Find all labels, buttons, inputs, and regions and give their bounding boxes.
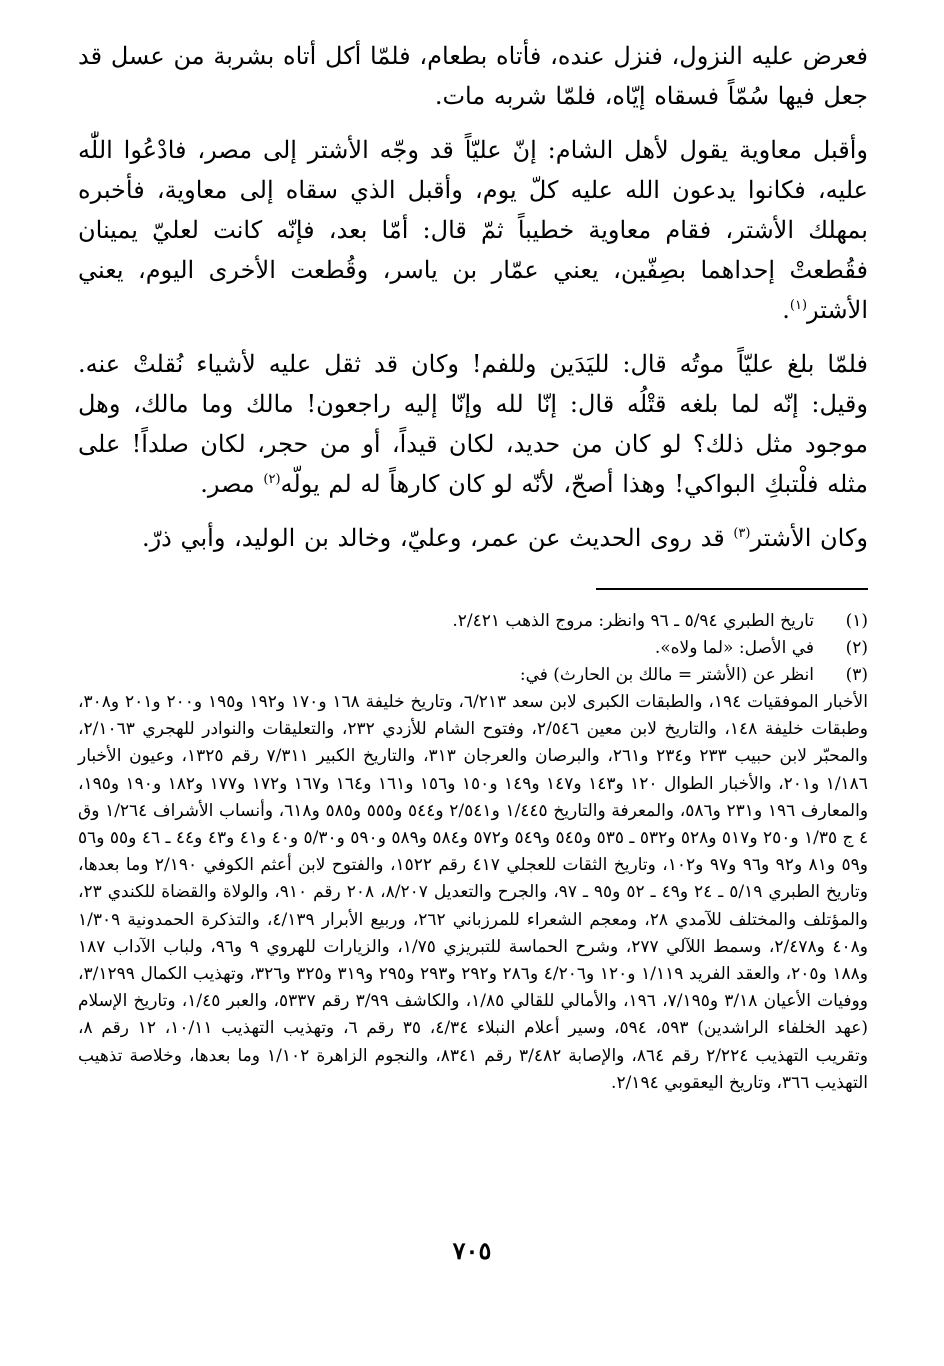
- footnote-reference-3: (٣): [733, 526, 751, 541]
- footnote-number: (٢): [845, 638, 868, 658]
- footnote-text: في الأصل: «لما ولاه».: [654, 638, 814, 658]
- book-page: [78, 36, 868, 1366]
- footnote-3: [78, 662, 868, 689]
- footnote-2: [78, 635, 868, 662]
- footnote-number: (٣): [845, 665, 868, 685]
- body-paragraph-3: [78, 344, 868, 504]
- footnote-text: تاريخ الطبري ٥/٩٤ ـ ٩٦ وانظر: مروج الذهب ٢/٤٢١.: [452, 611, 814, 631]
- paragraph-end: قد روى الحديث عن عمر، وعليّ، وخالد بن الوليد، وأبي ذرّ.: [141, 524, 734, 552]
- body-paragraph-2: [78, 130, 868, 330]
- footnote-3-sources: الأخبار الموفقيات ١٩٤، والطبقات الكبرى لابن سعد ٦/٢١٣، وتاريخ خليفة ١٦٨ و١٧٠ و١٩٢ و١٩٥ و٢٠٠ و٢٠١ و٣٠٨، وطبقات خليفة ١٤٨، والتاريخ لابن معين ٢/٥٤٦، وفتوح الشام للأزدي ٢٣٢، والتعليقات والنوادر للهجري ٢/١٠٦٣، والمحبّر لابن حبيب ٢٣٣ و٢٣٤ و٢٦١، والبرصان والعرجان ٣١٣، والتاريخ الكبير ٧/٣١١ رقم ١٣٢٥، وعيون الأخبار ١/١٨٦ و٢٠١، والأخبار الطوال ١٢٠ و١٤٣ و١٤٧ و١٤٩ و١٥٠ و١٥٦ و١٦١ و١٦٤ و١٦٧ و١٧٢ و١٧٧ و١٨٢ و١٩٠ و١٩٥، والمعارف ١٩٦ و٢٣١ و٥٨٦، والمعرفة والتاريخ ١/٤٤٥ و٢/٥٤١ و٥٤٤ و٥٥٥ و٥٨٥ و٦١٨، وأنساب الأشراف ١/٢٦٤ وق ٤ ج ١/٣٥ و٢٥٠ و٥١٧ و٥٢٨ و٥٣٢ ـ ٥٣٥ و٥٤٥ و٥٤٩ و٥٧٢ و٥٨٤ و٥٨٩ و٥٩٠ و٥/٣٠ و٤٠ و٤١ و٤٣ و٤٤ ـ ٤٦ و٥٥ و٥٦ و٥٩ و٨١ و٩٢ و٩٦ و٩٧ و١٠٢، وتاريخ الثقات للعجلي ٤١٧ رقم ١٥٢٢، والفتوح لابن أعثم الكوفي ٢/١٩٠ وما بعدها، وتاريخ الطبري ٥/١٩ ـ ٢٤ و٤٩ ـ ٥٢ و٩٥ ـ ٩٧، والجرح والتعديل ٨/٢٠٧، ٢٠٨ رقم ٩١٠، والولاة والقضاة للكندي ٢٣، والمؤتلف والمختلف للآمدي ٢٨، ومعجم الشعراء للمرزباني ٢٦٢، وربيع الأبرار ٤/١٣٩، والتذكرة الحمدونية ١/٣٠٩ و٤٠٨ و٢/٤٧٨، وسمط اللآلي ٢٧٧، وشرح الحماسة للتبريزي ١/٧٥، والزيارات للهروي ٩ و٩٦، ولباب الآداب ١٨٧ و١٨٨ و٢٠٥، والعقد الفريد ١/١١٩ و١٢٠ و٤/٢٠٦ و٢٨٦ و٢٩٢ و٢٩٣ و٢٩٥ و٣١٩ و٣٢٥ و٣٢٦، وتهذيب الكمال ٣/١٢٩٩، ووفيات الأعيان ٣/١٨ و٧/١٩٥، ١٩٦، والأمالي للقالي ١/٨٥، والكاشف ٣/٩٩ رقم ٥٣٣٧، والعبر ١/٤٥، وتاريخ الإسلام (عهد الخلفاء الراشدين) ٥٩٣، ٥٩٤، وسير أعلام النبلاء ٤/٣٤، ٣٥ رقم ٦، وتهذيب التهذيب ١٠/١١، ١٢ رقم ٨، وتقريب التهذيب ٢/٢٢٤ رقم ٨٦٤، والإصابة ٣/٤٨٢ رقم ٨٣٤١، والنجوم الزاهرة ١/١٠٢ وما بعدها، وخلاصة تذهيب التهذيب ٣٦٦، وتاريخ اليعقوبي ٢/١٩٤.: [78, 692, 869, 1093]
- paragraph-end: .: [782, 296, 790, 324]
- body-paragraph-4: [78, 518, 868, 558]
- footnote-separator: [596, 588, 868, 590]
- footnote-1: [78, 608, 868, 635]
- footnote-reference-1: (١): [789, 298, 808, 313]
- paragraph-end: مصر.: [200, 470, 264, 498]
- page-number: ٧٠٥: [452, 1236, 492, 1265]
- paragraph-text: فعرض عليه النزول، فنزل عنده، فأتاه بطعام، فلمّا أكل أتاه بشربة من عسل قد جعل فيها سُمّاً فسقاه إيّاه، فلمّا شربه مات.: [78, 42, 868, 110]
- footnote-number: (١): [845, 611, 868, 631]
- footnote-reference-2: (٢): [263, 472, 281, 487]
- paragraph-text: وكان الأشتر: [750, 524, 868, 552]
- body-paragraph-1: [78, 36, 868, 116]
- paragraph-text: وأقبل معاوية يقول لأهل الشام: إنّ عليّاً قد وجّه الأشتر إلى مصر، فادْعُوا اللّٰه عليه، فكانوا يدعون الله عليه كلّ يوم، وأقبل الذي سقاه إلى معاوية، فأخبره بمهلك الأشتر، فقام معاوية خطيباً ثمّ قال: أمّا بعد، فإنّه كانت لعليّ يمينان فقُطعتْ إحداهما بصِفّين، يعني عمّار بن ياسر، وقُطعت الأخرى اليوم، يعني الأشتر: [78, 136, 868, 324]
- footnote-text: انظر عن (الأشتر = مالك بن الحارث) في:: [519, 665, 814, 685]
- paragraph-text: فلمّا بلغ عليّاً موتُه قال: لليَدَين وللفم! وكان قد ثقل عليه لأشياء نُقلتْ عنه. وقيل: إنّه لما بلغه قتْلُه قال: إنّا لله وإنّا إليه راجعون! مالك وما مالك، وهل موجود مثل ذلك؟ لو كان من حديد، لكان قيداً، أو من حجر، لكان صلداً! على مثله فلْتبكِ البواكي! وهذا أصحّ، لأنّه لو كان كارهاً له لم يولّه: [78, 350, 868, 498]
